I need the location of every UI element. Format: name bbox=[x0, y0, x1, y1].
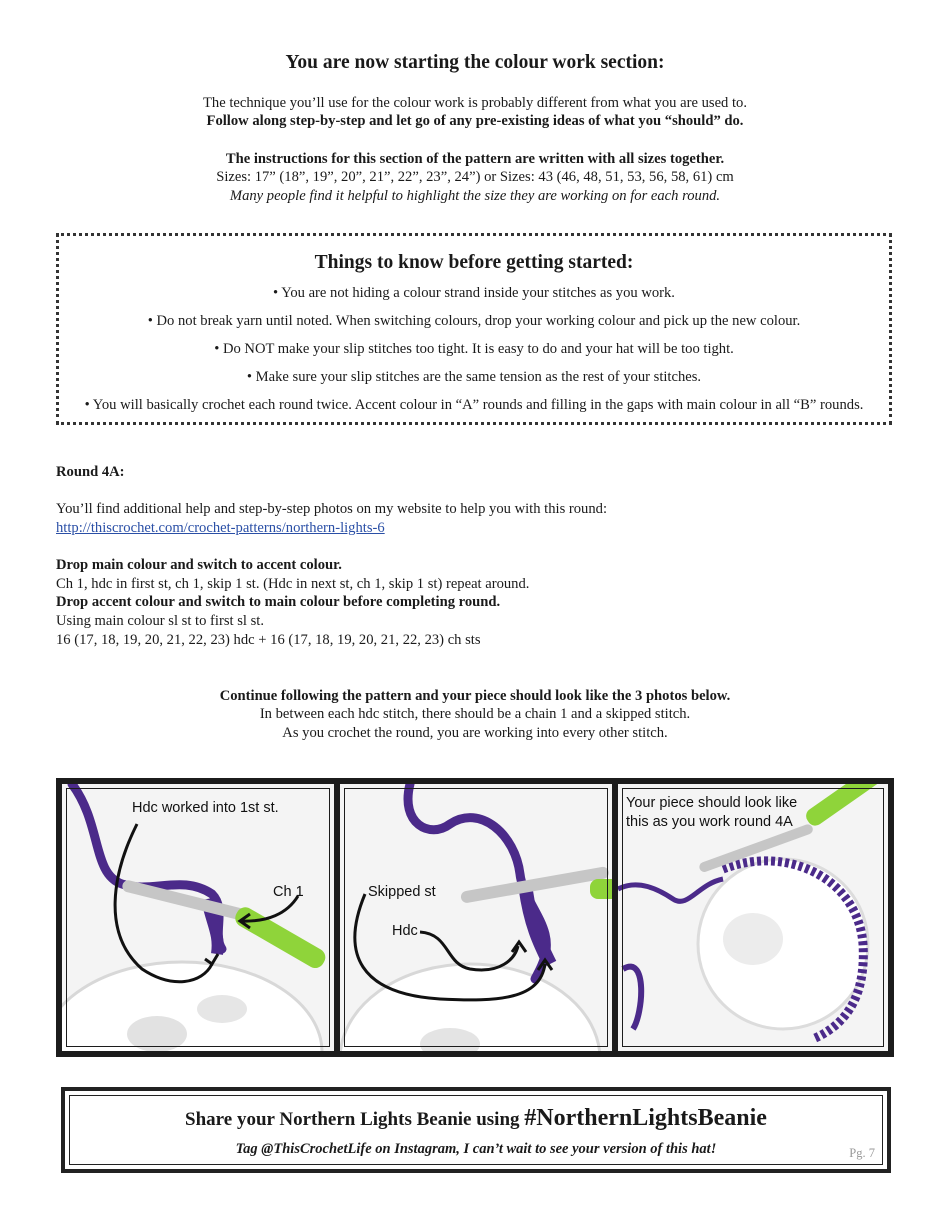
stitch-count: 16 (17, 18, 19, 20, 21, 22, 23) hdc + 16 (17, 18, 19, 20, 21, 22, 23) ch sts bbox=[56, 632, 481, 648]
photo-label: Ch 1 bbox=[273, 884, 304, 900]
photo-label: Your piece should look like bbox=[626, 795, 798, 811]
intro-line-2: Follow along step-by-step and let go of any pre-existing ideas of what you “should” do. bbox=[206, 113, 744, 129]
tips-title: Things to know before getting started: bbox=[314, 252, 634, 273]
round-step: Using main colour sl st to first sl st. bbox=[56, 613, 264, 629]
tip-item: • You are not hiding a colour strand inside your stitches as you work. bbox=[273, 285, 675, 301]
page-number: Pg. 7 bbox=[849, 1146, 875, 1160]
photo-skipped-stitch bbox=[340, 784, 612, 1051]
photo-round-4a bbox=[618, 784, 888, 1051]
share-box bbox=[61, 1087, 891, 1173]
round-step: Ch 1, hdc in first st, ch 1, skip 1 st. (Hdc in next st, ch 1, skip 1 st) repeat around. bbox=[56, 576, 530, 592]
tip-item: • Do not break yarn until noted. When switching colours, drop your working colour and pick up the new colour. bbox=[147, 313, 801, 329]
share-line bbox=[65, 1105, 887, 1132]
photo-frame bbox=[66, 788, 330, 1047]
continue-line-3: As you crochet the round, you are working into every other stitch. bbox=[282, 725, 668, 741]
intro-line-3: The instructions for this section of the pattern are written with all sizes together. bbox=[225, 151, 725, 167]
photo-label: Hdc bbox=[392, 923, 418, 939]
round-title: Round 4A: bbox=[56, 464, 125, 480]
intro-line-5: Many people find it helpful to highlight the size they are working on for each round. bbox=[229, 188, 721, 204]
photo-label: this as you work round 4A bbox=[626, 814, 793, 830]
intro-line-1: The technique you’ll use for the colour work is probably different from what you are used to. bbox=[202, 95, 747, 111]
sizes-line: Sizes: 17” (18”, 19”, 20”, 21”, 22”, 23”, 24”) or Sizes: 43 (46, 48, 51, 53, 56, 58, 61) cm bbox=[216, 169, 734, 185]
photo-label: Skipped st bbox=[368, 884, 436, 900]
round-step: Drop main colour and switch to accent colour. bbox=[56, 557, 342, 573]
pattern-link[interactable]: http://thiscrochet.com/crochet-patterns/northern-lights-6 bbox=[56, 520, 385, 536]
photo-strip bbox=[56, 778, 894, 1057]
share-prefix: Share your Northern Lights Beanie using bbox=[185, 1109, 525, 1130]
photo-frame bbox=[344, 788, 608, 1047]
continue-line-1: Continue following the pattern and your piece should look like the 3 photos below. bbox=[219, 688, 731, 704]
share-hashtag: #NorthernLightsBeanie bbox=[524, 1105, 767, 1131]
share-tag-line: Tag @ThisCrochetLife on Instagram, I can’t wait to see your version of this hat! bbox=[235, 1141, 717, 1157]
photo-label: Hdc worked into 1st st. bbox=[132, 800, 279, 816]
help-text: You’ll find additional help and step-by-step photos on my website to help you with this round: bbox=[56, 501, 608, 517]
tips-box bbox=[56, 233, 892, 425]
tip-item: • You will basically crochet each round twice. Accent colour in “A” rounds and filling in the gaps with main colour in all “B” rounds. bbox=[84, 397, 864, 413]
section-heading: You are now starting the colour work section: bbox=[285, 52, 665, 73]
tip-item: • Make sure your slip stitches are the same tension as the rest of your stitches. bbox=[246, 369, 702, 385]
photo-hdc-step bbox=[62, 784, 334, 1051]
tip-item: • Do NOT make your slip stitches too tight. It is easy to do and your hat will be too tight. bbox=[214, 341, 734, 357]
round-step: Drop accent colour and switch to main colour before completing round. bbox=[56, 594, 501, 610]
continue-line-2: In between each hdc stitch, there should be a chain 1 and a skipped stitch. bbox=[259, 706, 691, 722]
